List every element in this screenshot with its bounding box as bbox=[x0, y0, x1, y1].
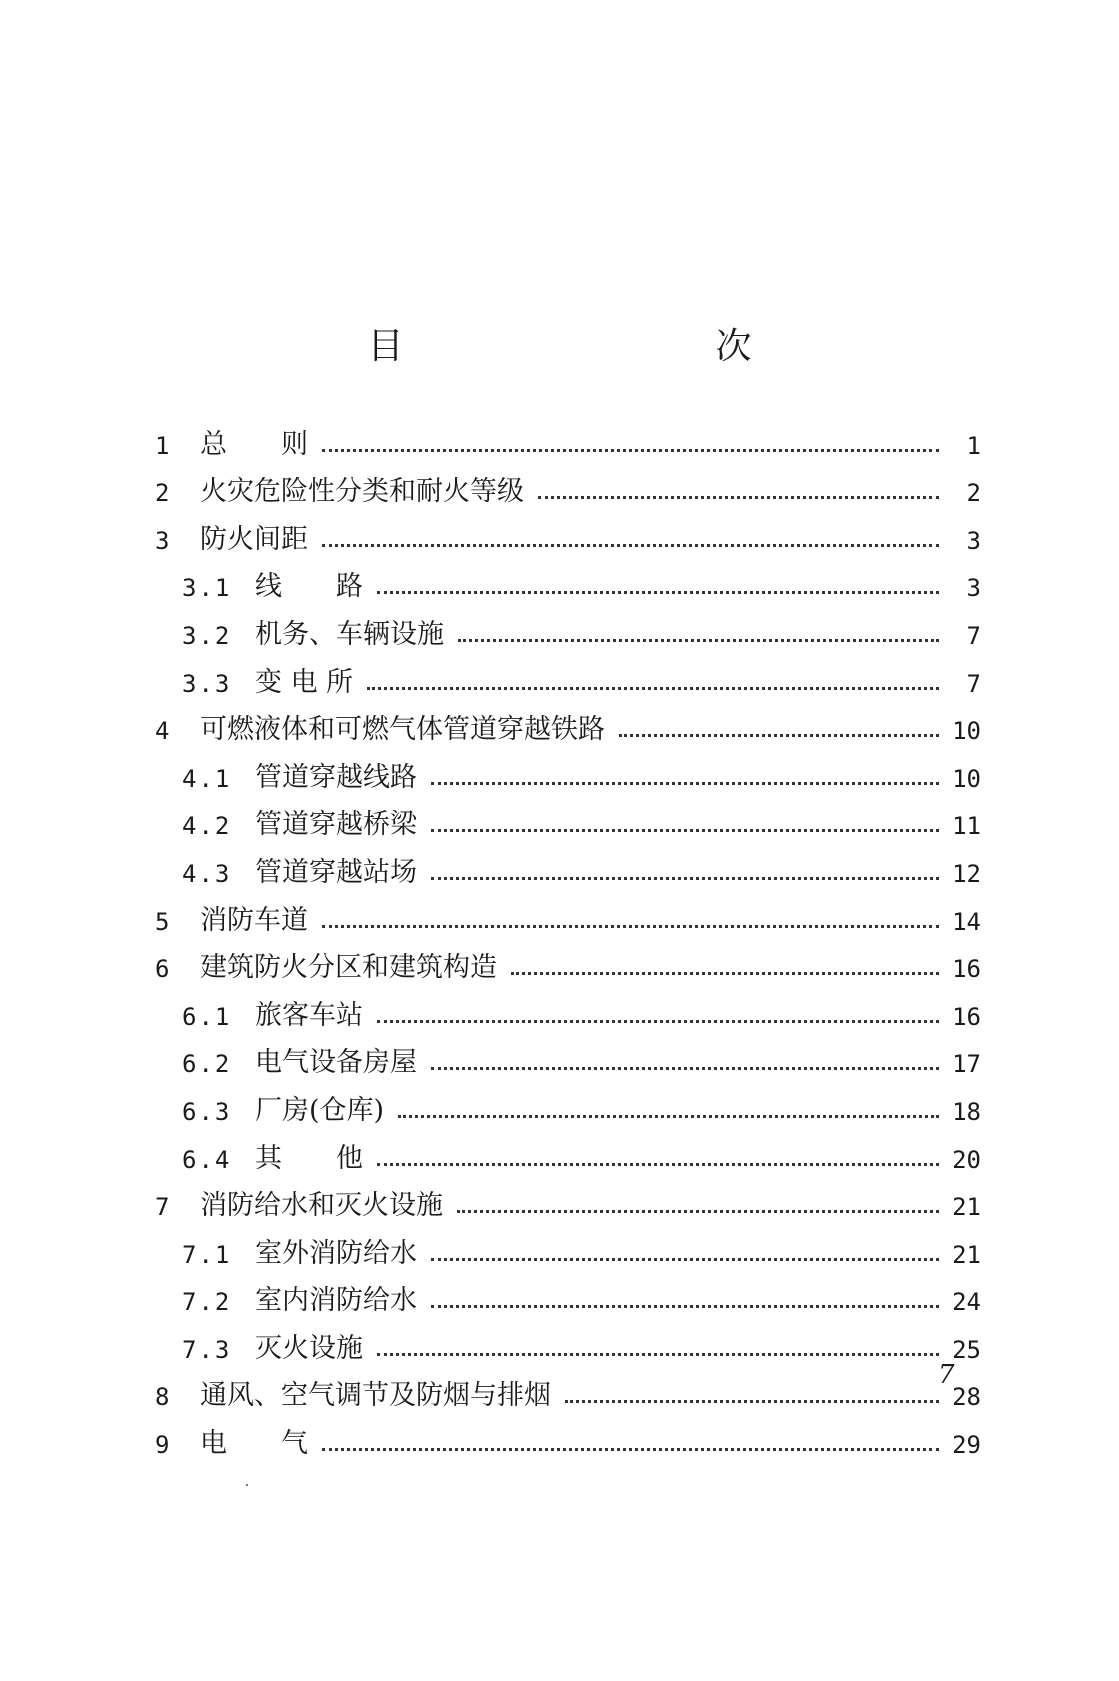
dot-leader bbox=[367, 687, 939, 690]
dot-leader bbox=[431, 1305, 939, 1308]
toc-entry[interactable] bbox=[155, 934, 981, 982]
entry-page: 7 bbox=[966, 669, 981, 698]
entry-title: 线 路 bbox=[255, 571, 363, 603]
toc-subentry[interactable] bbox=[155, 1314, 981, 1362]
entry-page: 7 bbox=[966, 621, 981, 650]
entry-page: 24 bbox=[952, 1288, 981, 1317]
table-of-contents bbox=[155, 410, 981, 1460]
toc-entry[interactable] bbox=[155, 1172, 981, 1220]
dot-leader bbox=[377, 1163, 939, 1166]
dot-leader bbox=[398, 1115, 939, 1118]
dot-leader bbox=[431, 1067, 939, 1070]
entry-title: 电 气 bbox=[200, 1428, 308, 1460]
dot-leader bbox=[431, 829, 939, 832]
entry-page: 14 bbox=[952, 907, 981, 936]
toc-subentry[interactable] bbox=[155, 648, 981, 696]
dot-leader bbox=[377, 591, 939, 594]
entry-title: 灭火设施 bbox=[255, 1332, 363, 1364]
entry-number: 4.2 bbox=[182, 812, 232, 841]
entry-page: 16 bbox=[952, 1002, 981, 1031]
dot-leader bbox=[377, 1353, 939, 1356]
entry-number: 7.3 bbox=[182, 1335, 232, 1364]
entry-title: 管道穿越线路 bbox=[255, 761, 417, 793]
entry-page: 25 bbox=[952, 1335, 981, 1364]
entry-title: 旅客车站 bbox=[255, 999, 363, 1031]
page-title: 目 次 bbox=[367, 326, 832, 367]
entry-number: 2 bbox=[155, 479, 172, 508]
entry-number: 6.2 bbox=[182, 1050, 232, 1079]
entry-number: 4 bbox=[155, 717, 172, 746]
entry-page: 20 bbox=[952, 1145, 981, 1174]
dot-leader bbox=[322, 449, 939, 452]
entry-number: 9 bbox=[155, 1431, 172, 1460]
entry-number: 3 bbox=[155, 526, 172, 555]
dot-leader bbox=[565, 1400, 939, 1403]
dot-leader bbox=[511, 972, 939, 975]
entry-title: 变 电 所 bbox=[255, 666, 354, 698]
toc-subentry[interactable] bbox=[155, 1076, 981, 1124]
entry-title: 管道穿越桥梁 bbox=[255, 809, 417, 841]
entry-number: 8 bbox=[155, 1383, 172, 1412]
toc-subentry[interactable] bbox=[155, 838, 981, 886]
toc-entry[interactable] bbox=[155, 410, 981, 458]
dot-leader bbox=[458, 639, 939, 642]
entry-page: 3 bbox=[966, 526, 981, 555]
entry-number: 6 bbox=[155, 955, 172, 984]
toc-subentry[interactable] bbox=[155, 1219, 981, 1267]
toc-subentry[interactable] bbox=[155, 981, 981, 1029]
entry-number: 4.1 bbox=[182, 764, 232, 793]
entry-page: 28 bbox=[952, 1383, 981, 1412]
entry-title: 管道穿越站场 bbox=[255, 856, 417, 888]
entry-title: 其 他 bbox=[255, 1142, 363, 1174]
entry-number: 4.3 bbox=[182, 859, 232, 888]
dot-leader bbox=[431, 1258, 939, 1261]
entry-title: 厂房(仓库) bbox=[255, 1094, 385, 1126]
entry-title: 防火间距 bbox=[200, 523, 308, 555]
dot-leader bbox=[322, 544, 939, 547]
entry-number: 5 bbox=[155, 907, 172, 936]
entry-page: 10 bbox=[952, 717, 981, 746]
entry-page: 16 bbox=[952, 955, 981, 984]
entry-number: 7.1 bbox=[182, 1240, 232, 1269]
entry-page: 18 bbox=[952, 1097, 981, 1126]
toc-subentry[interactable] bbox=[155, 791, 981, 839]
entry-number: 7 bbox=[155, 1193, 172, 1222]
toc-entry[interactable] bbox=[155, 505, 981, 553]
entry-number: 3.2 bbox=[182, 621, 232, 650]
entry-page: 12 bbox=[952, 859, 981, 888]
entry-title: 可燃液体和可燃气体管道穿越铁路 bbox=[200, 714, 605, 746]
entry-number: 6.1 bbox=[182, 1002, 232, 1031]
dot-leader bbox=[322, 925, 939, 928]
toc-subentry[interactable] bbox=[155, 600, 981, 648]
entry-page: 17 bbox=[952, 1050, 981, 1079]
dot-leader bbox=[619, 734, 939, 737]
toc-subentry[interactable] bbox=[155, 1124, 981, 1172]
page-number: 7 bbox=[938, 1360, 955, 1390]
entry-title: 总 则 bbox=[200, 428, 308, 460]
entry-number: 1 bbox=[155, 431, 172, 460]
toc-subentry[interactable] bbox=[155, 1267, 981, 1315]
entry-title: 消防车道 bbox=[200, 904, 308, 936]
entry-number: 7.2 bbox=[182, 1288, 232, 1317]
entry-title: 室内消防给水 bbox=[255, 1285, 417, 1317]
dot-leader bbox=[431, 877, 939, 880]
entry-number: 3.3 bbox=[182, 669, 232, 698]
entry-page: 11 bbox=[952, 812, 981, 841]
toc-entry[interactable] bbox=[155, 1409, 981, 1460]
entry-title: 通风、空气调节及防烟与排烟 bbox=[200, 1380, 551, 1412]
entry-page: 21 bbox=[952, 1240, 981, 1269]
scan-speck bbox=[246, 1484, 248, 1486]
entry-number: 3.1 bbox=[182, 574, 232, 603]
entry-title: 消防给水和灭火设施 bbox=[200, 1190, 443, 1222]
entry-title: 机务、车辆设施 bbox=[255, 618, 444, 650]
entry-title: 火灾危险性分类和耐火等级 bbox=[200, 476, 524, 508]
toc-entry[interactable] bbox=[155, 886, 981, 934]
toc-entry[interactable] bbox=[155, 1362, 981, 1410]
entry-title: 建筑防火分区和建筑构造 bbox=[200, 952, 497, 984]
entry-page: 1 bbox=[966, 431, 981, 460]
toc-entry[interactable] bbox=[155, 696, 981, 744]
entry-page: 3 bbox=[966, 574, 981, 603]
entry-number: 6.4 bbox=[182, 1145, 232, 1174]
entry-page: 10 bbox=[952, 764, 981, 793]
toc-subentry[interactable] bbox=[155, 743, 981, 791]
entry-number: 6.3 bbox=[182, 1097, 232, 1126]
entry-page: 29 bbox=[952, 1431, 981, 1460]
dot-leader bbox=[538, 496, 939, 499]
entry-page: 2 bbox=[966, 479, 981, 508]
dot-leader bbox=[431, 782, 939, 785]
entry-page: 21 bbox=[952, 1193, 981, 1222]
dot-leader bbox=[322, 1448, 939, 1451]
toc-entry[interactable] bbox=[155, 458, 981, 506]
toc-subentry[interactable] bbox=[155, 1029, 981, 1077]
toc-subentry[interactable] bbox=[155, 553, 981, 601]
dot-leader bbox=[377, 1020, 939, 1023]
entry-title: 室外消防给水 bbox=[255, 1237, 417, 1269]
entry-title: 电气设备房屋 bbox=[255, 1047, 417, 1079]
dot-leader bbox=[457, 1210, 939, 1213]
